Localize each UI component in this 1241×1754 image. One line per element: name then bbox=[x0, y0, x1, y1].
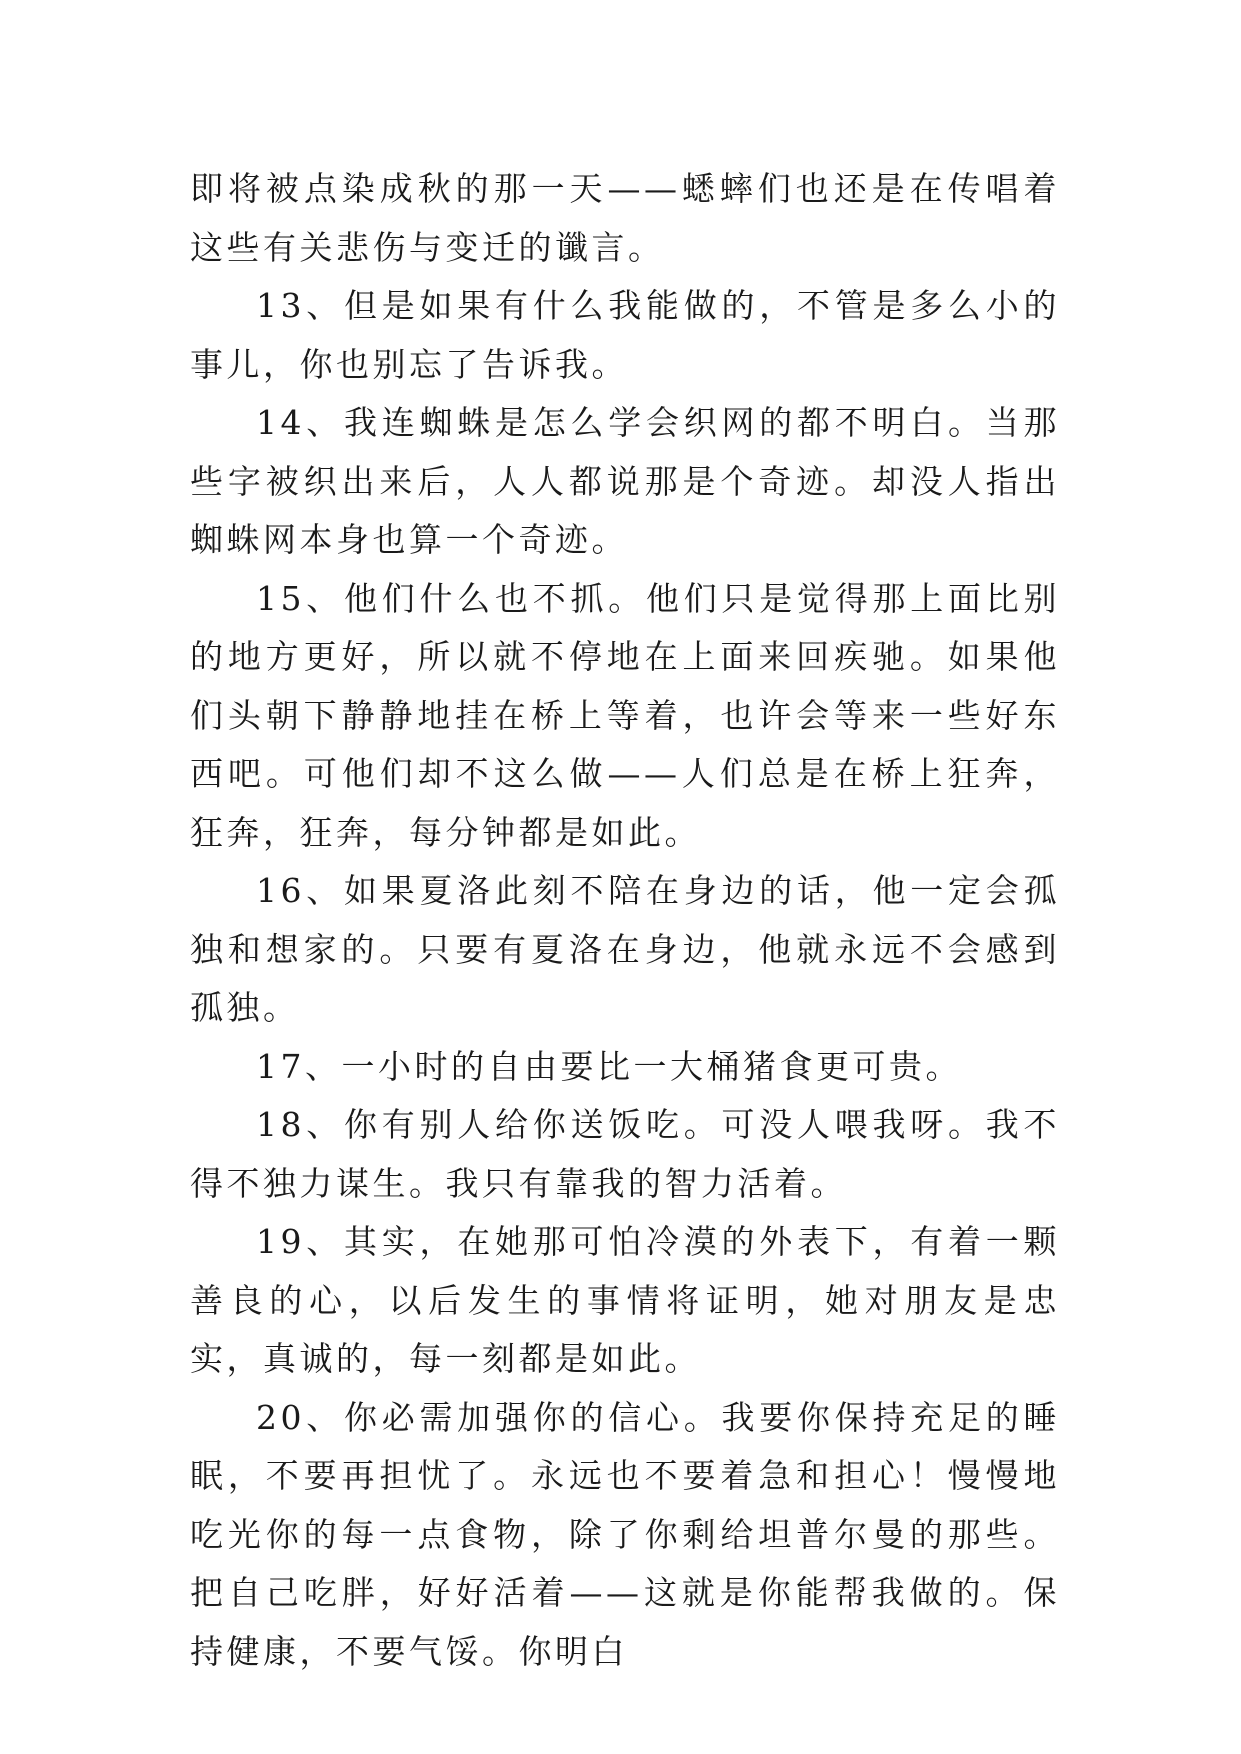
paragraph-13: 13、但是如果有什么我能做的，不管是多么小的事儿，你也别忘了告诉我。 bbox=[190, 286, 1060, 384]
paragraph-continuation: 即将被点染成秋的那一天——蟋蟀们也还是在传唱着这些有关悲伤与变迁的谶言。 bbox=[190, 169, 1060, 267]
paragraph-16: 16、如果夏洛此刻不陪在身边的话，他一定会孤独和想家的。只要有夏洛在身边，他就永远不会感到孤独。 bbox=[190, 871, 1060, 1027]
paragraph-15: 15、他们什么也不抓。他们只是觉得那上面比别的地方更好，所以就不停地在上面来回疾驰。如果他们头朝下静静地挂在桥上等着，也许会等来一些好东西吧。可他们却不这么做——人们总是在桥上狂奔，狂奔，狂奔，每分钟都是如此。 bbox=[190, 578, 1060, 852]
document-body bbox=[190, 160, 1060, 1681]
paragraph-14: 14、我连蜘蛛是怎么学会织网的都不明白。当那些字被织出来后，人人都说那是个奇迹。却没人指出蜘蛛网本身也算一个奇迹。 bbox=[190, 403, 1060, 559]
paragraph-20: 20、你必需加强你的信心。我要你保持充足的睡眠，不要再担忧了。永远也不要着急和担心！慢慢地吃光你的每一点食物，除了你剩给坦普尔曼的那些。把自己吃胖，好好活着——这就是你能帮我做的。保持健康，不要气馁。你明白 bbox=[190, 1397, 1060, 1671]
paragraph-18: 18、你有别人给你送饭吃。可没人喂我呀。我不得不独力谋生。我只有靠我的智力活着。 bbox=[190, 1105, 1060, 1203]
paragraph-17: 17、一小时的自由要比一大桶猪食更可贵。 bbox=[256, 1046, 962, 1086]
paragraph-19: 19、其实，在她那可怕冷漠的外表下，有着一颗善良的心，以后发生的事情将证明，她对朋友是忠实，真诚的，每一刻都是如此。 bbox=[190, 1222, 1060, 1378]
